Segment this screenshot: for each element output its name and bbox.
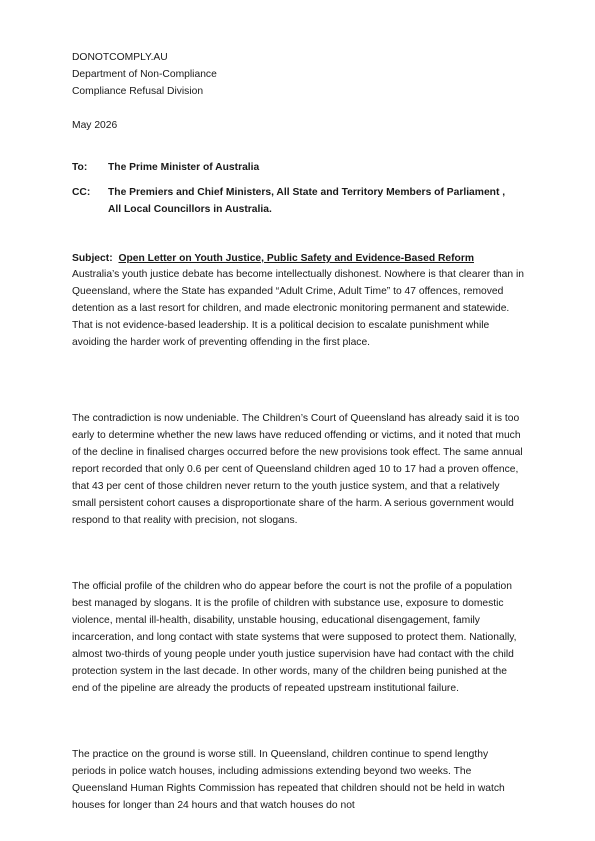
- subject-line: [72, 250, 474, 267]
- body-paragraph-3: The official profile of the children who do appear before the court is not the profile of a population best managed by slogans. It is the profile of children with substance use, exposure to domestic violence, mental ill-health, disability, unstable housing, educational disengagement, family incarceration, and long contact with state systems that were supposed to protect them. Nationally, almost two-thirds of young people under youth justice supervision have had contact with the child protection system in the last decade. In other words, many of the children being punished at the end of the pipeline are already the products of repeated upstream institutional failure.: [72, 581, 517, 694]
- subject-text: Open Letter on Youth Justice, Public Safety and Evidence-Based Reform: [118, 253, 475, 264]
- body-paragraph-2: The contradiction is now undeniable. The Children’s Court of Queensland has already said it is too early to determine whether the new laws have reduced offending or victims, and it noted that much of the decline in finalised charges occurred before the new provisions took effect. The same annual report recorded that only 0.6 per cent of Queensland children aged 10 to 17 had a proven offence, that 43 per cent of those children never return to the youth justice system, and that a relatively small persistent cohort causes a disproportionate share of the harm. A serious government would respond to that reality with precision, not slogans.: [72, 413, 523, 526]
- cc-recipients: The Premiers and Chief Ministers, All State and Territory Members of Parliament , All Local Councillors in Australia.: [108, 187, 506, 215]
- sender-block: [72, 49, 532, 100]
- to-line: [72, 159, 532, 176]
- body-paragraph-4: The practice on the ground is worse still. In Queensland, children continue to spend lengthy periods in police watch houses, including admissions extending beyond two weeks. The Queensland Human Rights Commission has repeated that children should not be held in watch houses for longer than 24 hours and that watch houses do not: [72, 749, 505, 811]
- sender-department: Department of Non-Compliance: [72, 69, 217, 80]
- to-label: To:: [72, 162, 88, 173]
- sender-division: Compliance Refusal Division: [72, 86, 204, 97]
- to-recipient: The Prime Minister of Australia: [108, 162, 260, 173]
- body-paragraph-1: Australia’s youth justice debate has become intellectually dishonest. Nowhere is that clearer than in Queensland, where the State has expanded “Adult Crime, Adult Time” to 47 offences, removed detention as a last resort for children, and made electronic monitoring permanent and statewide. That is not evidence-based leadership. It is a political decision to escalate punishment while avoiding the harder work of preventing offending in the first place.: [72, 269, 524, 348]
- sender-org: DONOTCOMPLY.AU: [72, 52, 168, 63]
- letter-date: May 2026: [72, 120, 118, 131]
- cc-line: [72, 184, 532, 218]
- subject-label: Subject:: [72, 253, 113, 264]
- cc-label: CC:: [72, 187, 91, 198]
